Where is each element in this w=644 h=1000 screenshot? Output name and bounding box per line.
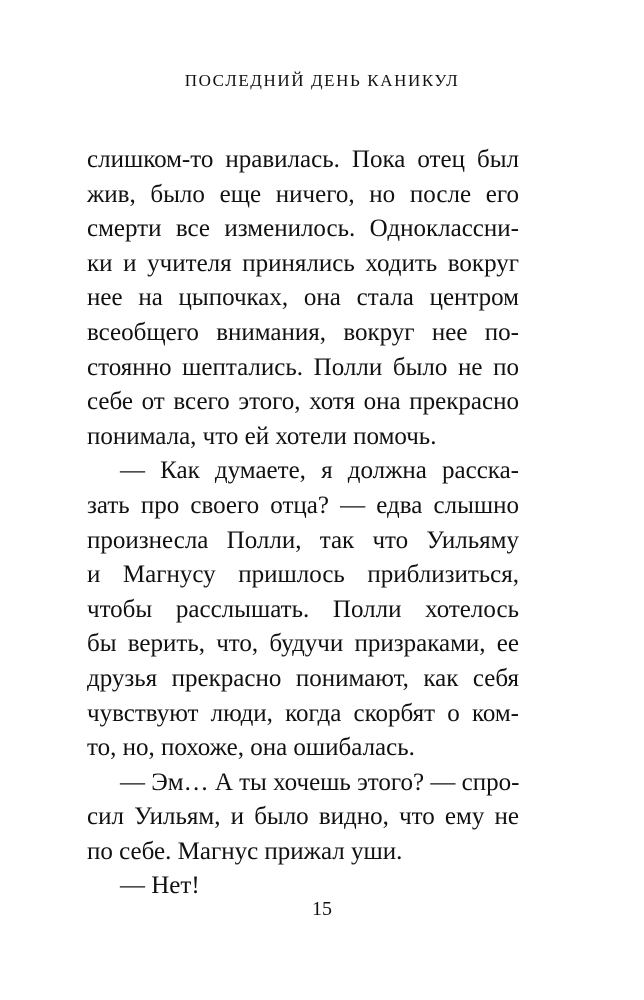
text-line: по себе. Магнус прижал уши. — [87, 837, 403, 865]
text-line: то, но, похоже, она ошибалась. — [87, 734, 415, 762]
text-line: слишком-то нравилась. Пока отец был — [87, 146, 519, 173]
text-line: произнесла Полли, так что Уильяму — [87, 526, 519, 554]
running-head: ПОСЛЕДНИЙ ДЕНЬ КАНИКУЛ — [184, 71, 460, 90]
text-line: — Как думаете, я должна расска- — [120, 457, 519, 485]
text-line: зать про своего отца? — едва слышно — [87, 491, 519, 519]
text-line: бы верить, что, будучи призраками, ее — [87, 630, 519, 658]
text-line: себе от всего этого, хотя она прекрасно — [87, 388, 519, 416]
page-number: 15 — [312, 898, 332, 920]
text-line: чувствуют люди, когда скорбят о ком- — [87, 699, 519, 727]
text-line: ки и учителя принялись ходить вокруг — [87, 249, 519, 277]
text-line: сил Уильям, и было видно, что ему не — [87, 803, 519, 831]
text-line: жив, было еще ничего, но после его — [87, 180, 519, 208]
text-line: всеобщего внимания, вокруг нее по- — [87, 318, 519, 346]
text-line: — Эм… А ты хочешь этого? — спро- — [120, 768, 520, 796]
text-line: — Нет! — [120, 872, 200, 900]
body-text — [87, 143, 519, 904]
text-line: стоянно шептались. Полли было не по — [87, 353, 519, 381]
text-line: нее на цыпочках, она стала центром — [87, 284, 519, 312]
text-line: друзья прекрасно понимают, как себя — [87, 664, 519, 692]
text-line: смерти все изменилось. Одноклассни- — [87, 215, 519, 243]
text-line: чтобы расслышать. Полли хотелось — [87, 595, 519, 623]
text-line: понимала, что ей хотели помочь. — [87, 422, 437, 450]
text-line: и Магнусу пришлось приблизиться, — [87, 561, 519, 589]
